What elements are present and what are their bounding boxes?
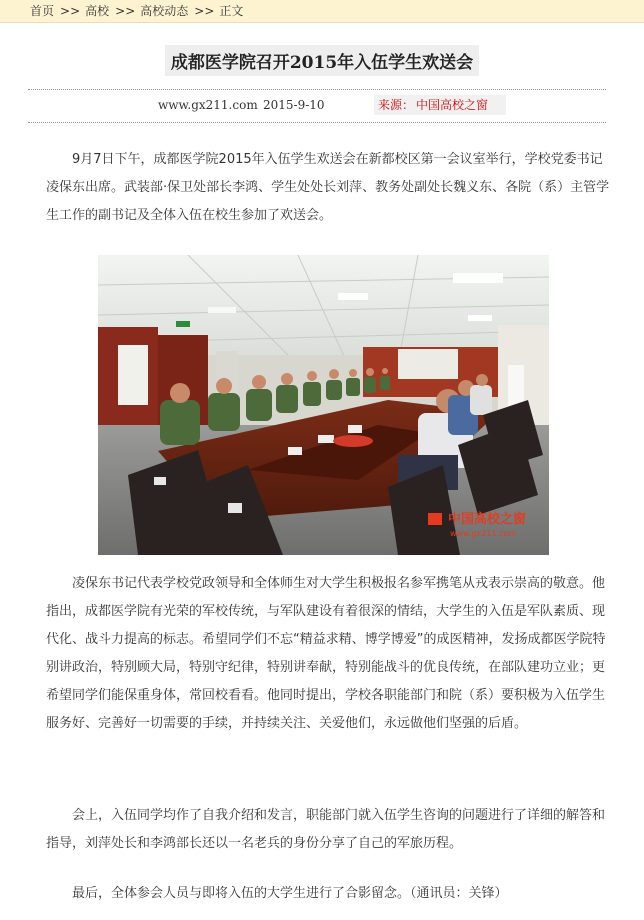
breadcrumb-current: 正文 [219,4,244,18]
photo-watermark-url: www.gx211.com [450,529,517,538]
divider [28,89,606,90]
article-paragraph: 凌保东书记代表学校党政领导和全体师生对大学生积极报名参军携笔从戎表示崇高的敬意。他指出，成都医学院有光荣的军校传统，与军队建设有着很深的情结，大学生的入伍是军队素质、现代化、战斗力提高的标志。希望同学们不忘“精益求精、博学博爱”的成医精神，发扬成都医学院特别讲政治，特别顾大局，特别守纪律，特别讲奉献，特别能战斗的优良传统，在部队建功立业；更希望同学们能保重身体，常回校看看。他同时提出，学校各职能部门和院（系）要积极为入伍学生服务好、完善好一切需要的手续，并持续关注、关爱他们，永远做他们坚强的后盾。 [46,576,606,731]
breadcrumb-home-link[interactable]: 首页 [30,4,55,18]
breadcrumb [0,0,644,23]
breadcrumb-separator: >> [60,4,81,18]
meeting-room-photo [98,255,549,555]
breadcrumb-separator: >> [194,4,215,18]
source-value: 中国高校之窗 [416,98,489,112]
article-date: 2015-9-10 [263,98,325,112]
article-header [0,45,644,76]
article-paragraph: 最后，全体参会人员与即将入伍的大学生进行了合影留念。（通讯员：关锋） [72,886,508,901]
article-paragraph: 9月7日下午，成都医学院2015年入伍学生欢送会在新都校区第一会议室举行，学校党委书记凌保东出席。武装部·保卫处部长李鸿、学生处处长刘萍、教务处副处长魏义东、各院（系）主管学生工作的副书记及全体入伍在校生参加了欢送会。 [46,152,610,223]
breadcrumb-separator: >> [115,4,136,18]
breadcrumb-college-news-link[interactable]: 高校动态 [140,4,189,18]
article-paragraph: 会上，入伍同学均作了自我介绍和发言，职能部门就入伍学生咨询的问题进行了详细的解答和指导，刘萍处长和李鸿部长还以一名老兵的身份分享了自己的军旅历程。 [46,808,606,851]
article-title: 成都医学院召开2015年入伍学生欢送会 [165,45,479,76]
breadcrumb-colleges-link[interactable]: 高校 [85,4,110,18]
article-site: www.gx211.com [158,98,258,112]
photo-watermark-text: 中国高校之窗 [448,512,527,527]
source-label: 来源： [378,98,415,112]
divider [28,122,606,123]
article-meta [0,95,644,115]
